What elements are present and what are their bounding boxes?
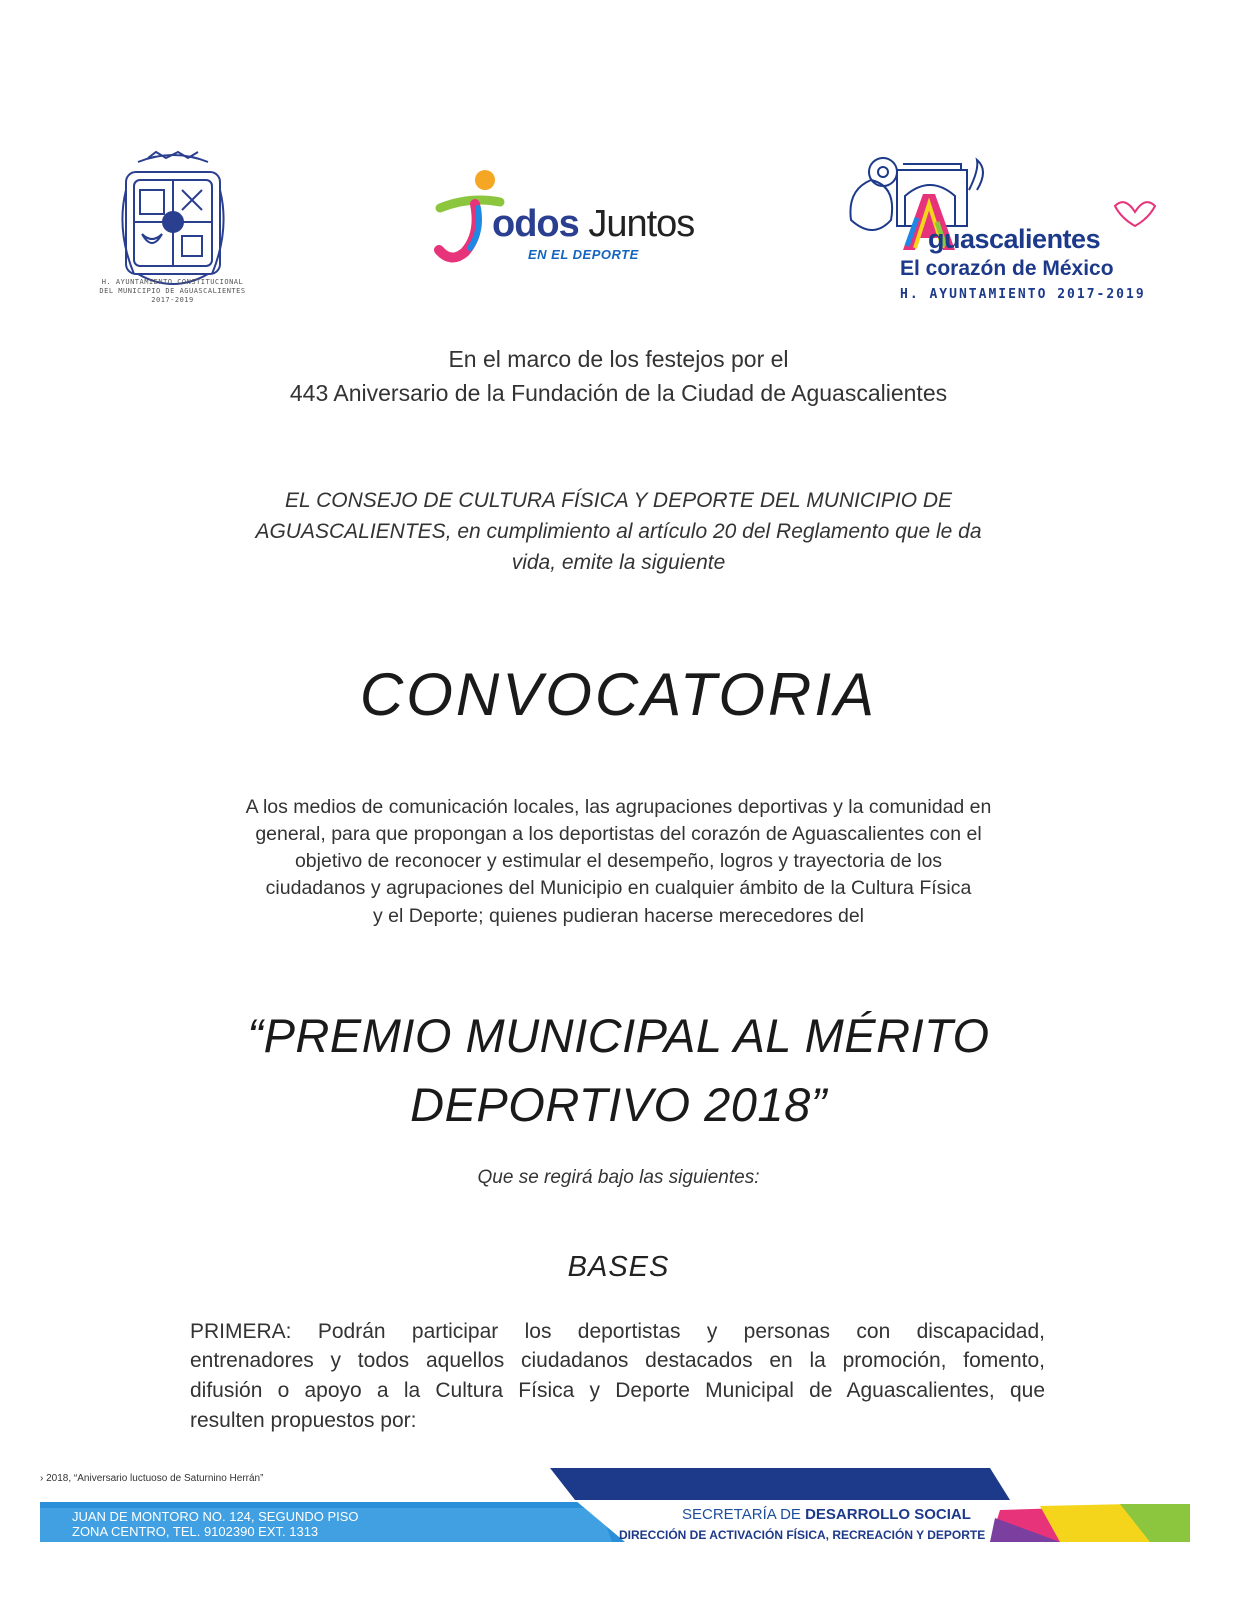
secretaria-regular: SECRETARÍA DE	[682, 1506, 806, 1523]
aguascalientes-tagline: El corazón de México	[900, 257, 1114, 280]
paragraph-line: general, para que propongan a los deportistas del corazón de Aguascalientes con el	[255, 823, 982, 845]
award-title: “PREMIO MUNICIPAL AL MÉRITO	[247, 1009, 990, 1062]
base-line: resulten propuestos por:	[190, 1409, 417, 1432]
council-line: vida, emite la siguiente	[511, 551, 726, 574]
todos-word: odos	[492, 203, 579, 245]
coat-caption	[70, 278, 275, 305]
rules-intro: Que se regirá bajo las siguientes:	[477, 1167, 760, 1188]
bases-heading: BASES	[567, 1251, 670, 1283]
award-title: DEPORTIVO 2018”	[410, 1078, 827, 1131]
paragraph-line: y el Deporte; quienes pudieran hacerse merecedores del	[372, 905, 865, 927]
secretaria-label	[682, 1506, 971, 1523]
council-line: AGUASCALIENTES, en cumplimiento al artículo 20 del Reglamento que le da	[255, 520, 982, 543]
paragraph-line: ciudadanos y agrupaciones del Municipio en cualquier ámbito de la Cultura Física	[265, 877, 972, 899]
base-line: PRIMERA: Podrán participar los deportistas y personas con discapacidad,	[190, 1320, 1045, 1343]
page-title: CONVOCATORIA	[359, 661, 878, 728]
coat-caption-line: H. AYUNTAMIENTO CONSTITUCIONAL	[101, 278, 244, 286]
direction-label: DIRECCIÓN DE ACTIVACIÓN FÍSICA, RECREACIÓN Y DEPORTE	[619, 1528, 986, 1542]
intro-line: 443 Aniversario de la Fundación de la Ciudad de Aguascalientes	[289, 380, 948, 406]
paragraph-line: objetivo de reconocer y estimular el desempeño, logros y trayectoria de los	[294, 850, 943, 872]
year-note: › 2018, “Aniversario luctuoso de Saturnino Herrán”	[40, 1473, 264, 1484]
base-line: entrenadores y todos aquellos ciudadanos destacados en la promoción, fomento,	[190, 1349, 1045, 1372]
todos-juntos-wordmark	[492, 203, 694, 246]
intro-line: En el marco de los festejos por el	[448, 346, 789, 372]
todos-juntos-subtitle: EN EL DEPORTE	[528, 247, 639, 262]
coat-caption-line: DEL MUNICIPIO DE AGUASCALIENTES	[99, 287, 246, 295]
council-line: EL CONSEJO DE CULTURA FÍSICA Y DEPORTE DEL MUNICIPIO DE	[284, 489, 953, 512]
address-line: JUAN DE MONTORO NO. 124, SEGUNDO PISO	[72, 1509, 359, 1524]
aguascalientes-name: guascalientes	[928, 224, 1101, 254]
coat-caption-line: 2017-2019	[151, 296, 194, 304]
secretaria-bold: DESARROLLO SOCIAL	[805, 1506, 971, 1523]
juntos-word: Juntos	[578, 203, 695, 245]
address-line: ZONA CENTRO, TEL. 9102390 EXT. 1313	[72, 1524, 319, 1539]
aguascalientes-government: H. AYUNTAMIENTO 2017-2019	[900, 287, 1146, 302]
base-line: difusión o apoyo a la Cultura Física y Deporte Municipal de Aguascalientes, que	[190, 1379, 1045, 1402]
paragraph-line: A los medios de comunicación locales, las agrupaciones deportivas y la comunidad en	[245, 796, 992, 818]
